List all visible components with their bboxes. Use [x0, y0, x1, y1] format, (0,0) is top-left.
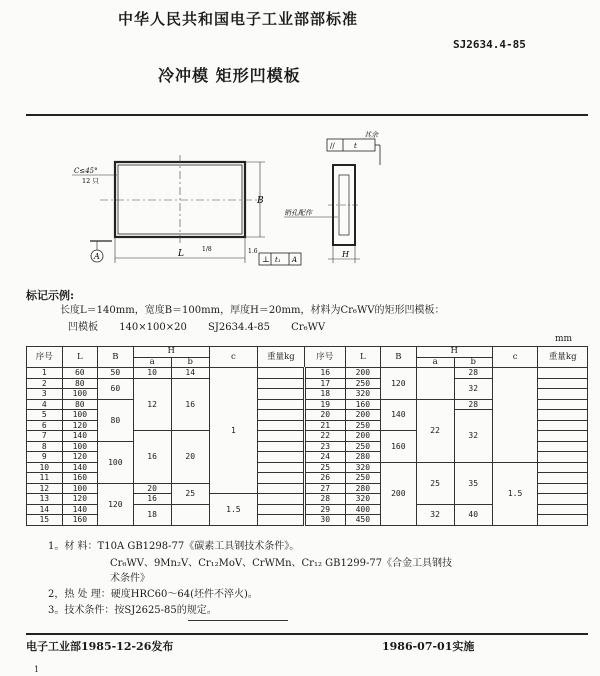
col-a-right: a [416, 357, 454, 368]
chamfer-count: 12 只 [82, 177, 99, 185]
parallelism-symbol: // [330, 142, 335, 150]
col-b-right: B [381, 347, 417, 368]
table-unit: mm [555, 334, 573, 344]
standard-code: SJ2634.4-85 [453, 38, 526, 51]
table-row: 14 140 18 29 400 32 40 [27, 504, 588, 515]
example-code: SJ2634.4-85 [208, 322, 270, 333]
col-c-right: c [492, 347, 538, 368]
roughness-note: 其余 [364, 131, 378, 139]
col-h: H [133, 347, 209, 358]
example-name: 凹模板 [68, 322, 98, 333]
note-heat-treatment: 2，热 处 理：硬度HRC60～64(坯件不淬火)。 [48, 589, 258, 600]
perpendicularity-symbol: ⊥ [262, 255, 270, 264]
parallelism-value: t [354, 142, 357, 150]
roughness-small: 1.6 [248, 248, 258, 255]
table-row: 6 120 21 250 [27, 420, 588, 431]
table-row: 12 100 120 20 25 27 280 [27, 483, 588, 494]
col-l-right: L [345, 347, 381, 368]
col-b: B [98, 347, 134, 368]
table-row: 2 80 60 12 16 17 250 32 [27, 378, 588, 389]
page-number: 1 [34, 665, 40, 674]
note-material-text: T10A GB1298-77《碳素工具钢技术条件》。 [97, 541, 300, 552]
hole-note: 销孔配作 [284, 209, 312, 217]
table-row: 4 80 80 19 160 140 22 28 [27, 399, 588, 410]
example-marking [68, 318, 343, 333]
perpendicularity-value: t₁ [275, 256, 281, 264]
col-l: L [62, 347, 98, 368]
col-weight-right: 重量kg [538, 347, 588, 368]
effective-date: 1986-07-01实施 [382, 640, 475, 653]
fine-note: 1/8 [202, 246, 212, 253]
footer-rule [26, 633, 588, 635]
table-row: 9 120 24 280 [27, 452, 588, 463]
header-rule [26, 114, 588, 116]
col-c: c [209, 347, 257, 368]
col-a: a [133, 357, 171, 368]
example-description: 长度L＝140mm，宽度B＝100mm，厚度H＝20mm，材料为Cr₆WV的矩形凹模板： [60, 305, 445, 316]
col-h-right: H [416, 347, 492, 358]
table-row: 10 140 25 320 200 25 35 1.5 [27, 462, 588, 473]
document-title: 冷冲模 矩形凹模板 [158, 66, 301, 85]
chamfer-label: C≤45° [74, 167, 98, 175]
note-technical-conditions: 3。技术条件：按SJ2625-85的规定。 [48, 605, 217, 616]
dim-l-label: L [178, 249, 184, 259]
datum-a-label: A [94, 252, 100, 261]
table-row: 13 120 16 1.5 28 320 [27, 494, 588, 505]
dim-h-label: H [342, 250, 349, 259]
issued-date: 电子工业部1985-12-26发布 [26, 640, 174, 653]
table-row: 15 160 30 450 [27, 515, 588, 526]
org-title: 中华人民共和国电子工业部部标准 [118, 10, 359, 28]
notes-end-rule [188, 620, 288, 621]
table-row: 3 100 18 320 [27, 389, 588, 400]
table-row: 7 140 16 20 22 200 160 [27, 431, 588, 442]
example-material: Cr₆WV [291, 322, 326, 333]
example-size: 140×100×20 [119, 322, 187, 333]
col-seq-right: 序号 [304, 347, 345, 368]
perpendicularity-ref: A [292, 256, 298, 264]
dimension-table [26, 346, 588, 526]
table-row: 11 160 26 250 [27, 473, 588, 484]
note-material [48, 537, 299, 552]
table-row: 8 100 100 23 250 [27, 441, 588, 452]
col-seq: 序号 [27, 347, 63, 368]
note-material-label: 1。材 料： [48, 541, 98, 552]
table-row: 5 100 20 200 32 [27, 410, 588, 421]
note-material-alloys: Cr₆WV、9Mn₂V、Cr₁₂MoV、CrWMn、Cr₁₂ GB1299-77《合金工具钢技 [110, 558, 453, 569]
example-heading: 标记示例: [26, 289, 75, 302]
technical-drawing [60, 125, 390, 275]
dim-b-label: B [257, 196, 264, 206]
col-weight: 重量kg [257, 347, 304, 368]
table-row: 1 60 50 10 14 1 16 200 120 28 [27, 368, 588, 379]
note-material-alloys-cont: 术条件》 [110, 573, 150, 584]
col-b-sub: b [171, 357, 209, 368]
col-b-sub-right: b [454, 357, 492, 368]
